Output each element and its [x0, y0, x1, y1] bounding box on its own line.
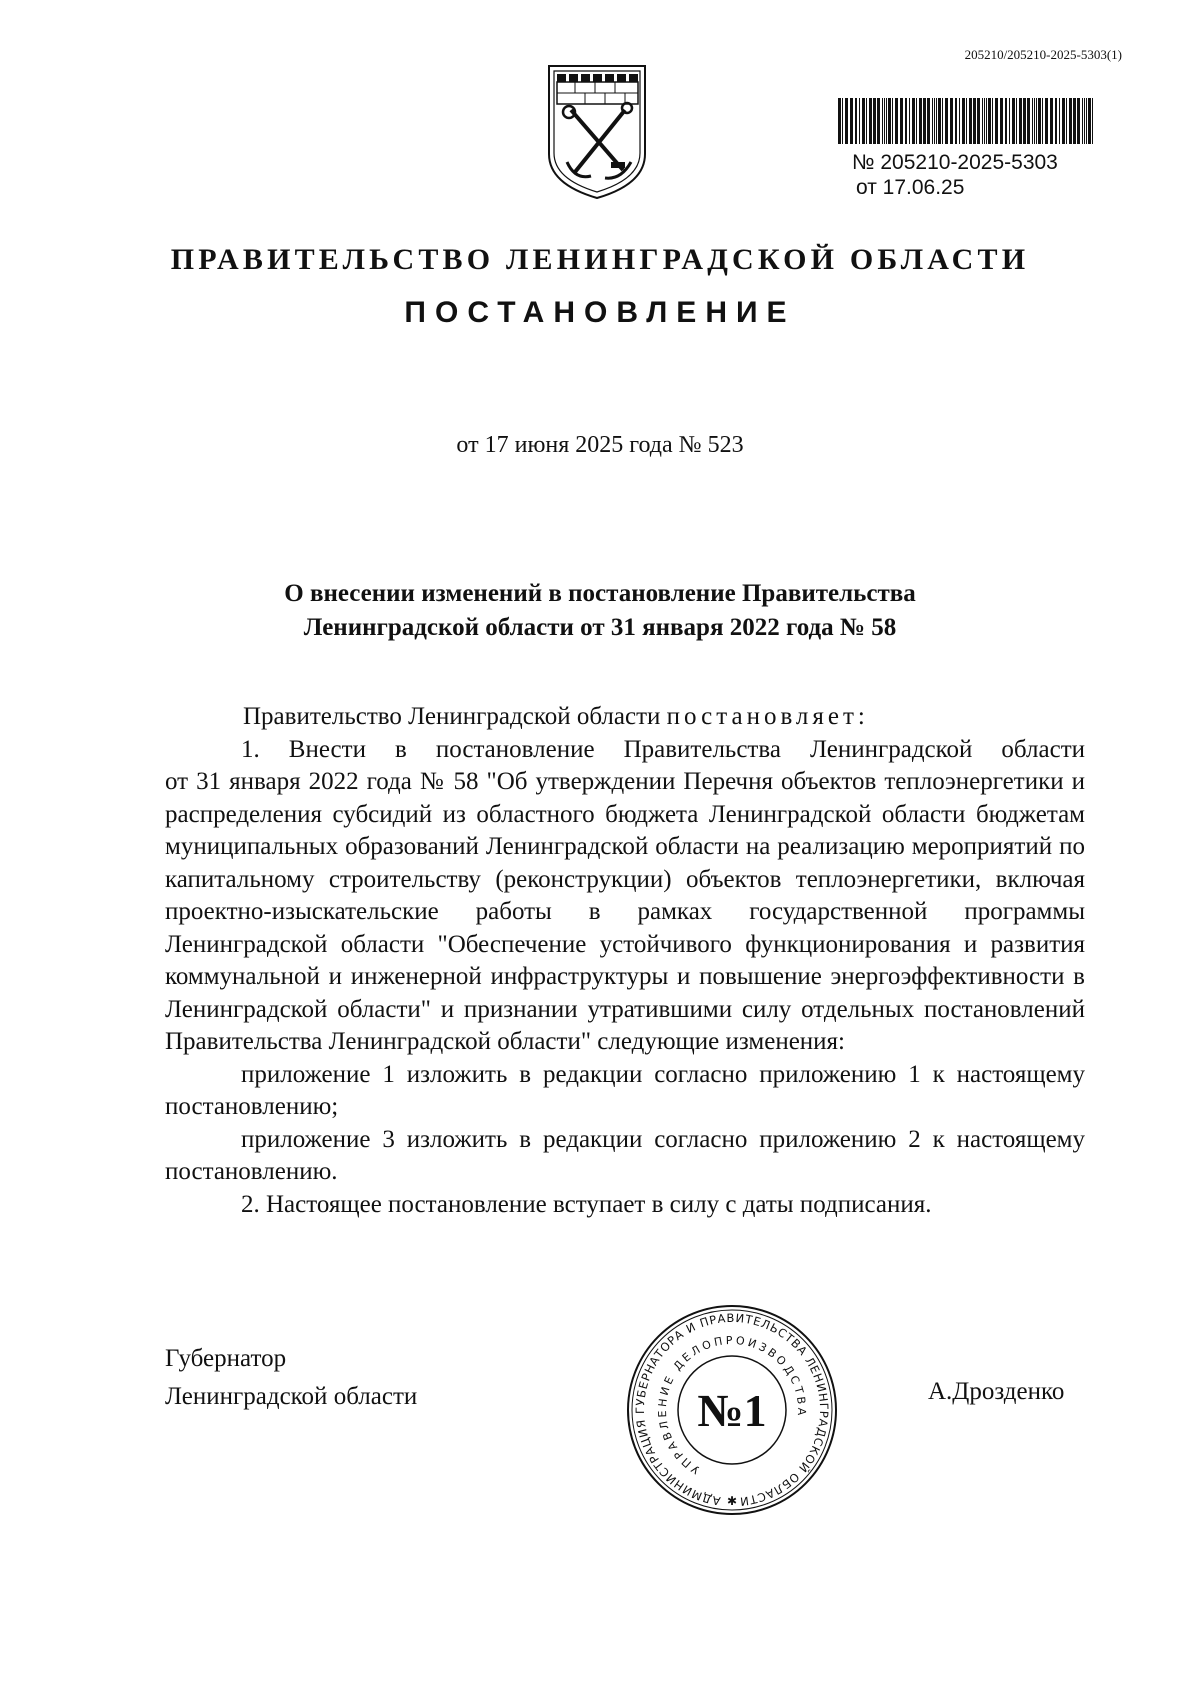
coat-of-arms-icon [545, 62, 649, 202]
official-stamp-icon [622, 1300, 842, 1540]
signatory-title [165, 1340, 417, 1416]
signatory-title-line-1: Губернатор [165, 1345, 287, 1372]
change-item-2: приложение 3 изложить в редакции согласно приложению 2 к настоящему постановлению. [165, 1125, 1085, 1185]
document-code: 205210/205210-2025-5303(1) [964, 47, 1122, 62]
paragraph-2: 2. Настоящее постановление вступает в силу с даты подписания. [241, 1190, 932, 1218]
registration-number: № 205210-2025-5303 [852, 151, 1058, 174]
organization-title: ПРАВИТЕЛЬСТВО ЛЕНИНГРАДСКОЙ ОБЛАСТИ [170, 243, 1030, 276]
subject-line-2: Ленинградской области от 31 января 2022 года № 58 [303, 614, 897, 641]
preamble-text: Правительство Ленинградской области [243, 703, 667, 730]
document-type: ПОСТАНОВЛЕНИЕ [404, 296, 796, 329]
stamp-number: №1 [697, 1385, 767, 1436]
document-date-number: от 17 июня 2025 года № 523 [456, 432, 744, 458]
document-body [165, 701, 1085, 1221]
svg-text:АДМИНИСТРАЦИЯ ГУБЕРНАТОРА И ПР: АДМИНИСТРАЦИЯ ГУБЕРНАТОРА И ПРАВИТЕЛЬСТВА ЛЕНИНГРАДСКОЙ ОБЛАСТИ [633, 1310, 832, 1509]
registration-date: от 17.06.25 [856, 176, 965, 199]
barcode-icon [836, 98, 1098, 150]
signatory-title-line-2: Ленинградской области [165, 1383, 418, 1410]
document-subject [0, 577, 1200, 645]
preamble [165, 701, 1085, 734]
svg-text:УПРАВЛЕНИЕ ДЕЛОПРОИЗВОДСТВА: УПРАВЛЕНИЕ ДЕЛОПРОИЗВОДСТВА [655, 1333, 809, 1477]
paragraph-1-first-line: 1. Внести в постановление Правительства Ленинградской области [241, 735, 1085, 763]
preamble-decree-word: постановляет: [666, 703, 869, 730]
subject-line-1: О внесении изменений в постановление Правительства [284, 580, 916, 607]
change-item-1: приложение 1 изложить в редакции согласно приложению 1 к настоящему постановлению; [165, 1060, 1085, 1120]
svg-text:✱: ✱ [726, 1494, 738, 1508]
signatory-name: А.Дрозденко [928, 1378, 1065, 1405]
paragraph-1-body: от 31 января 2022 года № 58 "Об утверждении Перечня объектов теплоэнергетики и распределения субсидий из областного бюджета Ленинградской области бюджетам муниципальных образований Ленинградской области на реализацию мероприятий по капитальному строительству (реконструкции) объектов теплоэнергетики, включая проектно-изыскательские работы в рамках государственной программы Ленинградской области "Обеспечение устойчивого функционирования и развития коммунальной и инженерной инфраструктуры и повышение энергоэффективности в Ленинградской области" и признании утратившими силу отдельных постановлений Правительства Ленинградской области" следующие изменения: [165, 768, 1085, 1055]
